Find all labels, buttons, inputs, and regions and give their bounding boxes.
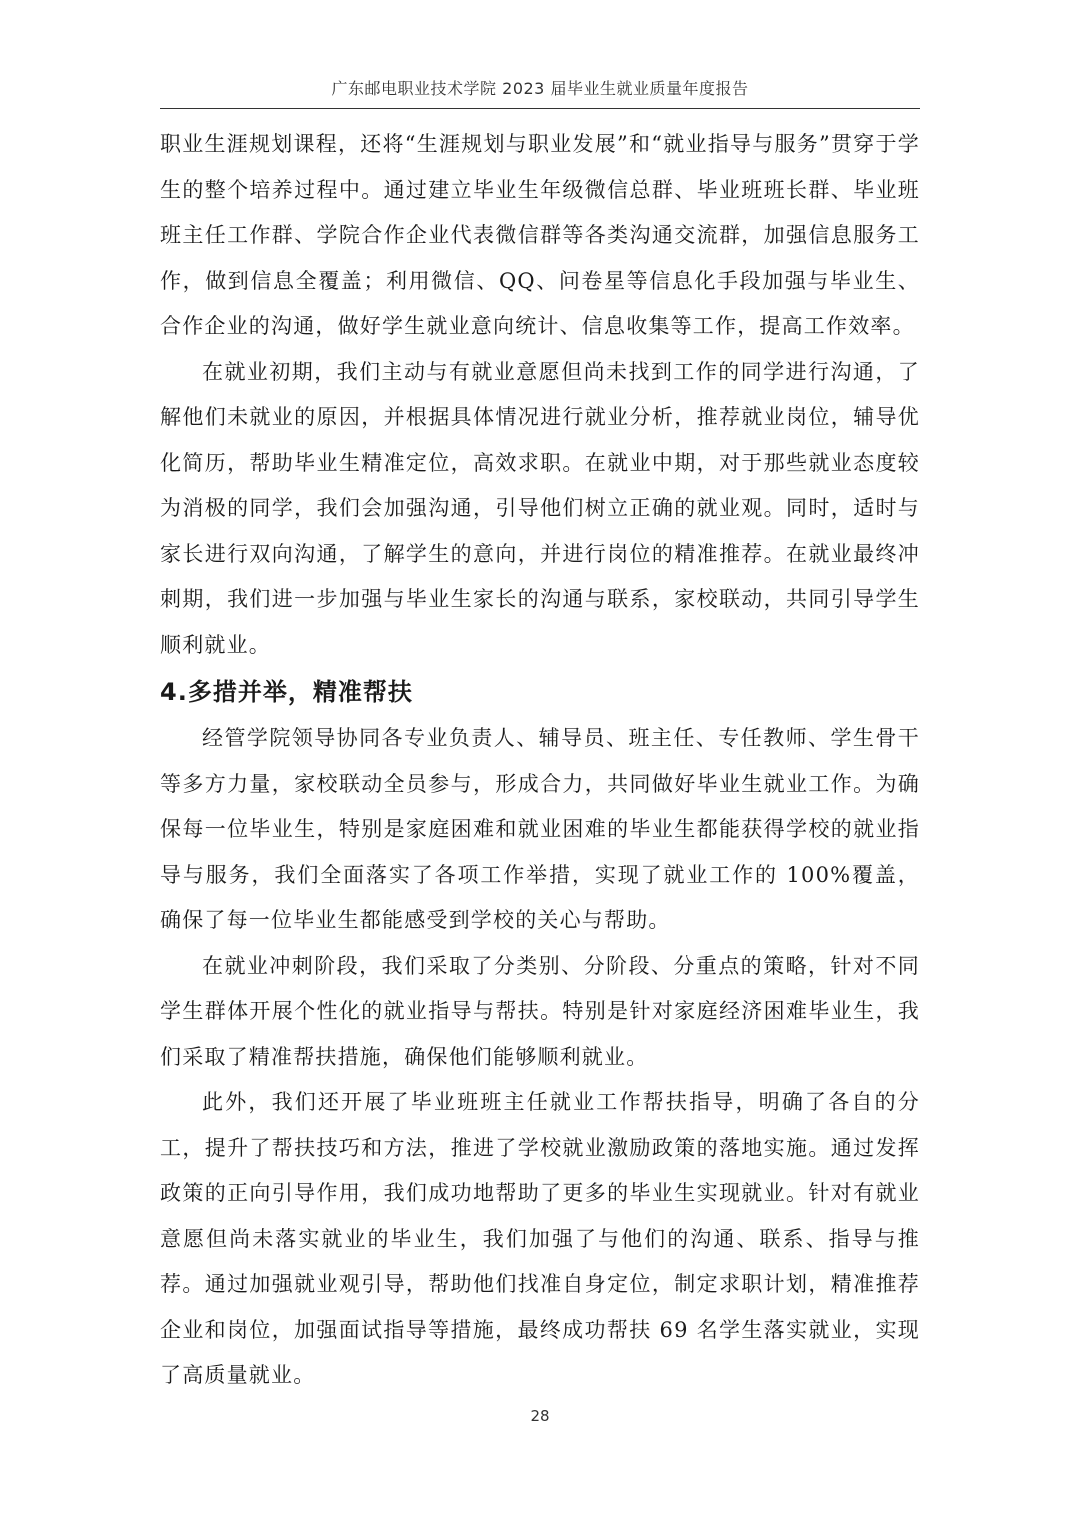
- paragraph-5: 此外，我们还开展了毕业班班主任就业工作帮扶指导，明确了各自的分工，提升了帮扶技巧和方法，推进了学校就业激励政策的落地实施。通过发挥政策的正向引导作用，我们成功地帮助了更多的毕业生实现就业。针对有就业意愿但尚未落实就业的毕业生，我们加强了与他们的沟通、联系、指导与推荐。通过加强就业观引导，帮助他们找准自身定位，制定求职计划，精准推荐企业和岗位，加强面试指导等措施，最终成功帮扶 69 名学生落实就业，实现了高质量就业。: [160, 1090, 920, 1387]
- section-heading: 4.多措并举，精准帮扶: [160, 678, 413, 706]
- paragraph-1: 职业生涯规划课程，还将“生涯规划与职业发展”和“就业指导与服务”贯穿于学生的整个培养过程中。通过建立毕业生年级微信总群、毕业班班长群、毕业班班主任工作群、学院合作企业代表微信群等各类沟通交流群，加强信息服务工作，做到信息全覆盖；利用微信、QQ、问卷星等信息化手段加强与毕业生、合作企业的沟通，做好学生就业意向统计、信息收集等工作，提高工作效率。: [160, 132, 920, 338]
- page-header: 广东邮电职业技术学院 2023 届毕业生就业质量年度报告: [331, 79, 749, 98]
- document-body: [160, 122, 920, 1399]
- paragraph-3: 经管学院领导协同各专业负责人、辅导员、班主任、专任教师、学生骨干等多方力量，家校联动全员参与，形成合力，共同做好毕业生就业工作。为确保每一位毕业生，特别是家庭困难和就业困难的毕业生都能获得学校的就业指导与服务，我们全面落实了各项工作举措，实现了就业工作的 100%覆盖，确保了每一位毕业生都能感受到学校的关心与帮助。: [160, 726, 920, 932]
- header-divider: [160, 108, 920, 109]
- page-number: 28: [530, 1407, 550, 1425]
- paragraph-4: 在就业冲刺阶段，我们采取了分类别、分阶段、分重点的策略，针对不同学生群体开展个性化的就业指导与帮扶。特别是针对家庭经济困难毕业生，我们采取了精准帮扶措施，确保他们能够顺利就业。: [160, 953, 920, 1069]
- paragraph-2: 在就业初期，我们主动与有就业意愿但尚未找到工作的同学进行沟通，了解他们未就业的原因，并根据具体情况进行就业分析，推荐就业岗位，辅导优化简历，帮助毕业生精准定位，高效求职。在就业中期，对于那些就业态度较为消极的同学，我们会加强沟通，引导他们树立正确的就业观。同时，适时与家长进行双向沟通，了解学生的意向，并进行岗位的精准推荐。在就业最终冲刺期，我们进一步加强与毕业生家长的沟通与联系，家校联动，共同引导学生顺利就业。: [160, 359, 920, 657]
